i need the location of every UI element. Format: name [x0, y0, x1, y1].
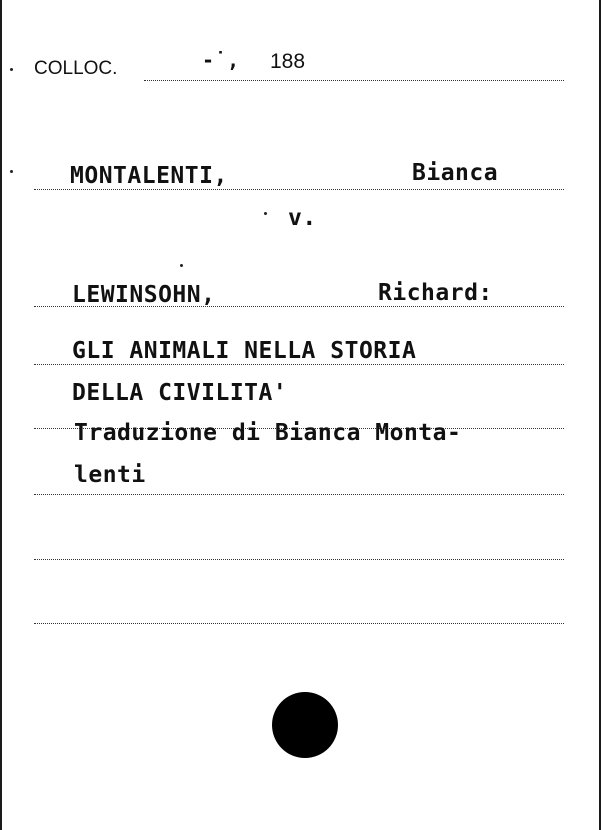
- speck: [264, 212, 267, 215]
- note-line-1: Traduzione di Bianca Monta-: [74, 420, 462, 446]
- versus-marker: v.: [288, 205, 317, 231]
- colloc-mark: -˙,: [202, 48, 240, 72]
- title-rule-1: [34, 364, 564, 365]
- speck: [10, 68, 13, 71]
- colloc-rule: [144, 80, 564, 81]
- punch-hole: [272, 692, 338, 758]
- blank-rule-3: [34, 623, 564, 624]
- speck: [10, 170, 13, 173]
- translator-surname: MONTALENTI,: [70, 163, 228, 189]
- colloc-label: COLLOC.: [34, 58, 118, 79]
- colloc-number: 188: [270, 50, 306, 73]
- speck: [180, 264, 183, 267]
- note-line-2: lenti: [74, 462, 146, 488]
- heading-rule-2: [34, 306, 564, 307]
- author-firstname: Richard:: [378, 280, 493, 306]
- blank-rule-2: [34, 559, 564, 560]
- heading-rule-1: [34, 189, 564, 190]
- blank-rule-1: [34, 494, 564, 495]
- title-line-1: GLI ANIMALI NELLA STORIA: [72, 338, 417, 364]
- title-line-2: DELLA CIVILITA': [72, 380, 288, 406]
- translator-firstname: Bianca: [412, 160, 499, 186]
- author-surname: LEWINSOHN,: [72, 282, 216, 308]
